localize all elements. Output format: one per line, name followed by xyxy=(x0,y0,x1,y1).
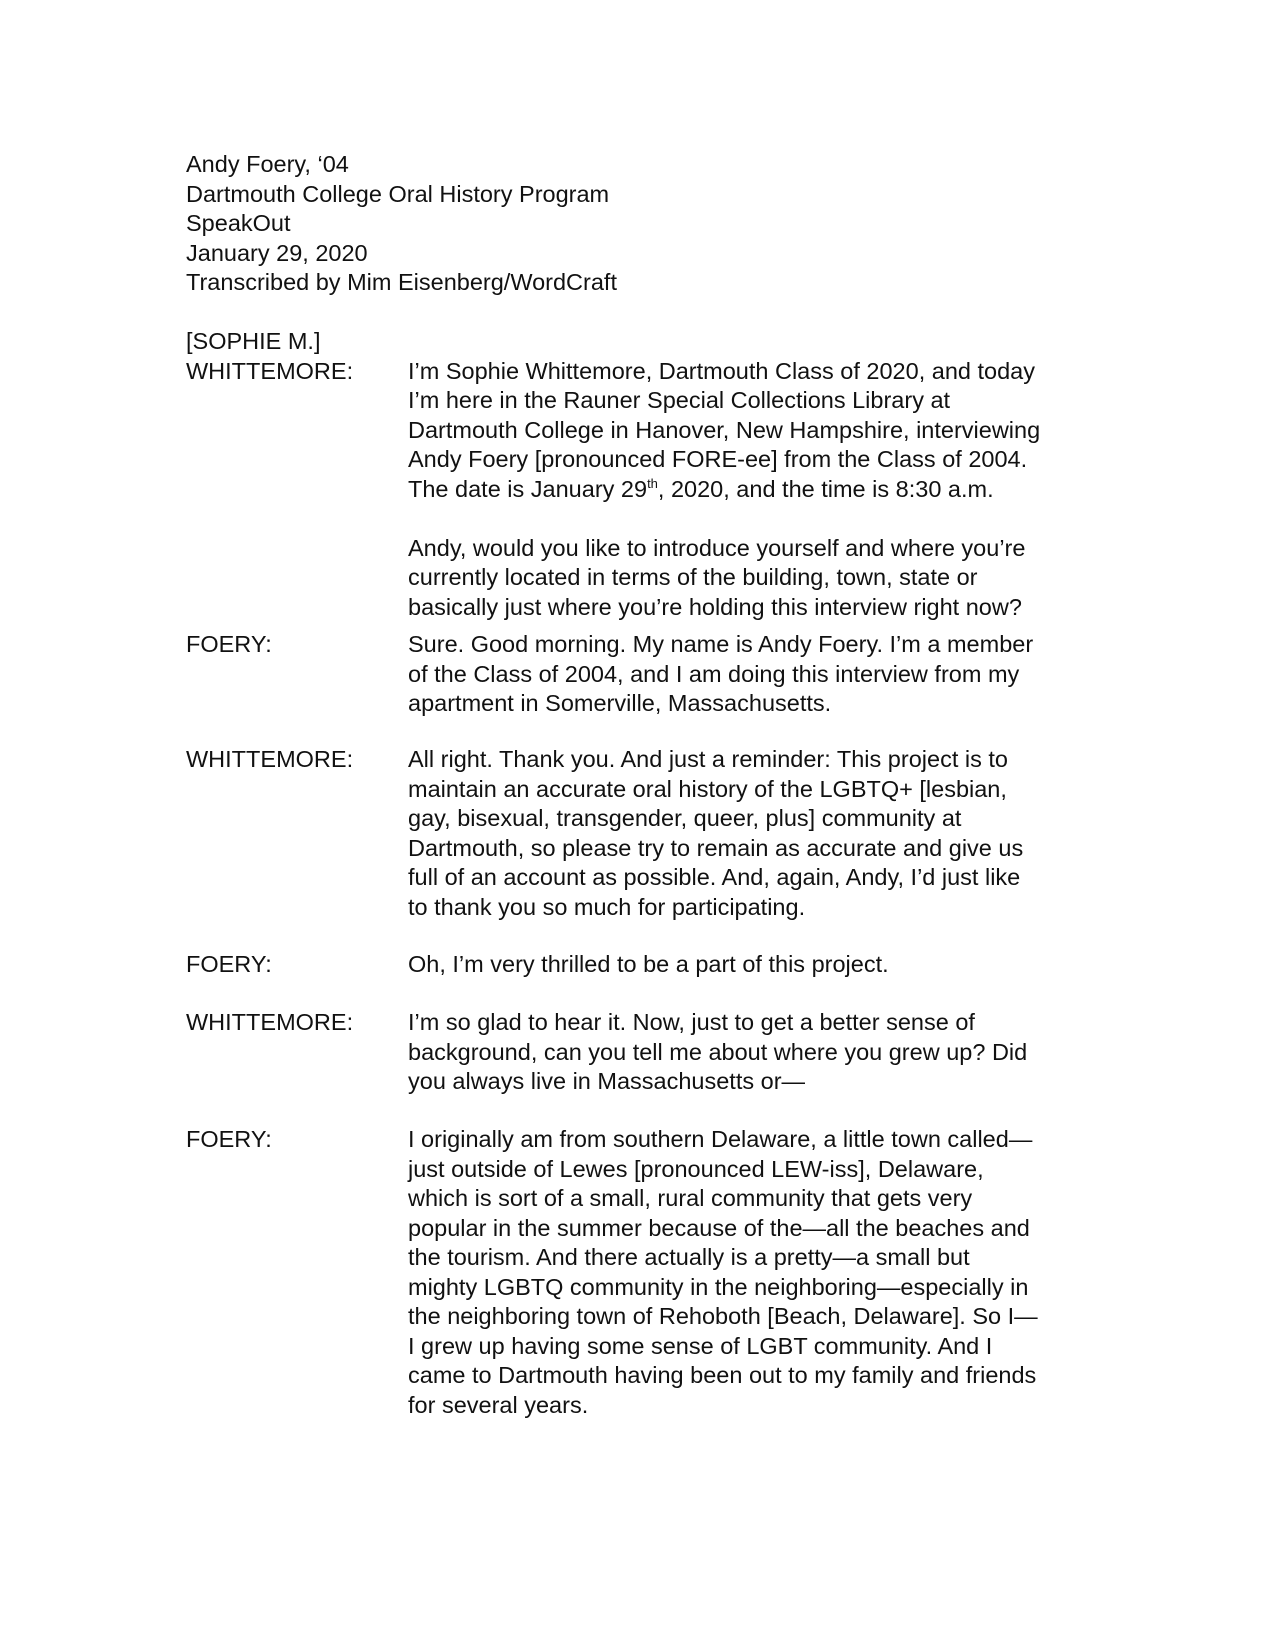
speech-line: I originally am from southern Delaware, a little town called— xyxy=(408,1126,1033,1152)
header-transcriber: Transcribed by Mim Eisenberg/WordCraft xyxy=(186,269,617,295)
speech-line: for several years. xyxy=(408,1391,589,1418)
speech-text xyxy=(408,357,1088,623)
speech-line: All right. Thank you. And just a reminder: This project is to xyxy=(408,746,1008,772)
header-interviewee: Andy Foery, ‘04 xyxy=(186,151,349,177)
speech-line: Andy Foery [pronounced FORE-ee] from the Class of 2004. xyxy=(408,446,1028,472)
speech-text xyxy=(408,1008,1088,1097)
speech-text xyxy=(408,630,1088,719)
speech-line: I grew up having some sense of LGBT community. And I xyxy=(408,1332,993,1359)
speech-line xyxy=(408,475,1088,505)
speaker-label-line: [SOPHIE M.] xyxy=(186,328,321,354)
speaker-label: WHITTEMORE: xyxy=(186,746,354,772)
speech-text xyxy=(408,1125,1088,1420)
header-program: Dartmouth College Oral History Program xyxy=(186,180,610,207)
header-project: SpeakOut xyxy=(186,210,291,236)
document-header xyxy=(186,150,617,298)
speech-line: currently located in terms of the building, town, state or xyxy=(408,564,978,590)
speech-line: the neighboring town of Rehoboth [Beach, Delaware]. So I— xyxy=(408,1303,1038,1329)
speech-line: I’m so glad to hear it. Now, just to get a better sense of xyxy=(408,1009,975,1035)
speech-line: Andy, would you like to introduce yourself and where you’re xyxy=(408,534,1026,561)
ordinal-suffix: th xyxy=(647,475,658,491)
speech-line: mighty LGBTQ community in the neighboring—especially in xyxy=(408,1273,1029,1300)
speech-line: Dartmouth, so please try to remain as accurate and give us xyxy=(408,834,1024,861)
speech-line: I’m here in the Rauner Special Collections Library at xyxy=(408,387,951,413)
speech-line: full of an account as possible. And, again, Andy, I’d just like xyxy=(408,864,1021,890)
speech-line: basically just where you’re holding this interview right now? xyxy=(408,593,1022,620)
speech-line: I’m Sophie Whittemore, Dartmouth Class of 2020, and today xyxy=(408,357,1035,384)
speech-line: gay, bisexual, transgender, queer, plus] community at xyxy=(408,805,962,831)
speech-text xyxy=(408,745,1088,922)
header-date: January 29, 2020 xyxy=(186,239,368,266)
speech-line: which is sort of a small, rural community that gets very xyxy=(408,1185,973,1211)
speaker-label xyxy=(186,327,353,386)
speech-line: Sure. Good morning. My name is Andy Foery. I’m a member xyxy=(408,631,1034,657)
speech-line: apartment in Somerville, Massachusetts. xyxy=(408,690,832,716)
speech-fragment: , 2020, and the time is 8:30 a.m. xyxy=(657,475,994,502)
speaker-label: FOERY: xyxy=(186,1126,272,1152)
speaker-label: FOERY: xyxy=(186,631,272,657)
speech-line: Oh, I’m very thrilled to be a part of this project. xyxy=(408,951,889,977)
speech-line: background, can you tell me about where you grew up? Did xyxy=(408,1038,1028,1065)
speaker-label: WHITTEMORE: xyxy=(186,1009,354,1035)
speech-line: maintain an accurate oral history of the LGBTQ+ [lesbian, xyxy=(408,775,1007,802)
speech-line: the tourism. And there actually is a pretty—a small but xyxy=(408,1244,970,1270)
speech-fragment: The date is January 29 xyxy=(408,475,648,502)
speech-text xyxy=(408,950,1088,980)
speech-line: came to Dartmouth having been out to my family and friends xyxy=(408,1362,1037,1388)
speech-line: to thank you so much for participating. xyxy=(408,893,806,920)
speech-line: of the Class of 2004, and I am doing this interview from my xyxy=(408,660,1020,687)
speech-line: popular in the summer because of the—all the beaches and xyxy=(408,1214,1030,1241)
speech-line: you always live in Massachusetts or— xyxy=(408,1068,806,1094)
speaker-label-line: WHITTEMORE: xyxy=(186,357,354,384)
speech-line: just outside of Lewes [pronounced LEW-iss], Delaware, xyxy=(408,1155,984,1182)
speaker-label: FOERY: xyxy=(186,951,272,977)
speech-line: Dartmouth College in Hanover, New Hampshire, interviewing xyxy=(408,416,1041,443)
